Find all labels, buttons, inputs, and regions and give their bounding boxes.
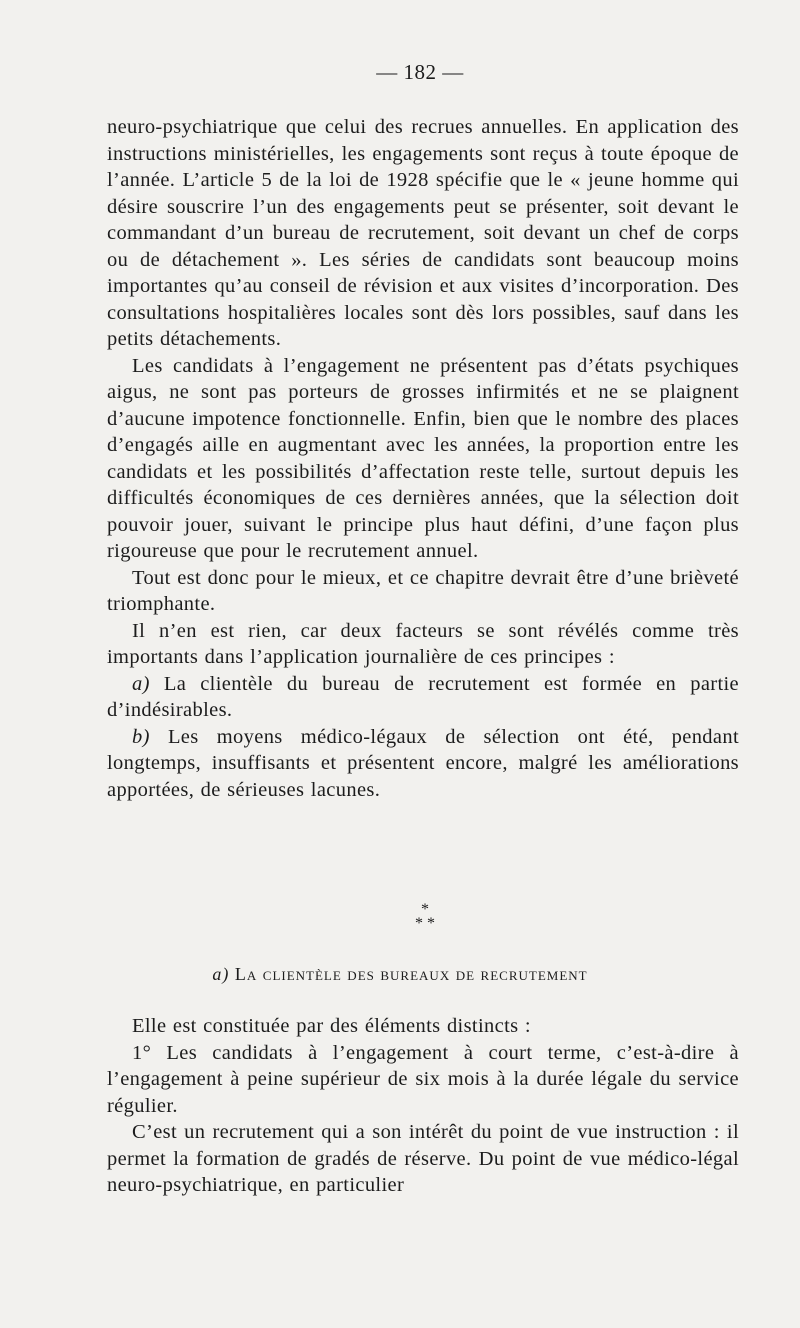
section-heading	[0, 964, 800, 985]
paragraph: Les candidats à l’engagement ne présentent pas d’états psychiques aigus, ne sont pas porteurs de grosses infirmités et ne se plaignent d’aucune impotence fonctionnelle. Enfin, bien que le nombre des places d’engagés aille en augmentant avec les années, la proportion entre les candidats et les possibilités d’affectation reste telle, surtout depuis les difficultés économiques de ces dernières années, que la sélection doit pouvoir jouer, suivant le principe plus haut défini, d’une façon plus rigoureuse que pour le recrutement annuel.	[107, 354, 739, 562]
paragraph: C’est un recrutement qui a son intérêt du point de vue instruction : il permet la formation de gradés de réserve. Du point de vue médico-légal neuro-psychiatrique, en particulier	[107, 1121, 739, 1196]
list-item-text: Les moyens médico-légaux de sélection ont été, pendant longtemps, insuffisants et présentent encore, malgré les améliorations apportées, de sérieuses lacunes.	[107, 725, 739, 801]
list-item	[107, 671, 739, 724]
page-number: — 182 —	[376, 60, 464, 84]
asterism-top: *	[421, 901, 429, 918]
list-marker: a)	[132, 672, 150, 695]
asterism-bottom: * *	[415, 915, 435, 932]
section-title: La clientèle des bureaux de recrutement	[234, 964, 588, 984]
paragraph: neuro-psychiatrique que celui des recrues annuelles. En application des instructions ministérielles, les engagements sont reçus à toute époque de l’année. L’article 5 de la loi de 1928 spécifie que le « jeune homme qui désire souscrire l’un des engagements peut se présenter, soit devant le commandant d’un bureau de recrutement, soit devant un chef de corps ou de détachement ». Les séries de candidats sont beaucoup moins importantes qu’au conseil de révision et aux visites d’incorporation. Des consultations hospitalières locales sont dès lors possibles, sauf dans les petits détachements.	[107, 116, 739, 350]
section-marker: a)	[212, 964, 230, 984]
paragraph: Elle est constituée par des éléments distincts :	[132, 1015, 531, 1037]
body-text-bottom	[107, 1013, 739, 1199]
asterism-separator	[0, 903, 800, 931]
paragraph: Tout est donc pour le mieux, et ce chapitre devrait être d’une brièveté triomphante.	[107, 566, 739, 615]
list-marker: b)	[132, 725, 150, 748]
paragraph: 1° Les candidats à l’engagement à court terme, c’est-à-dire à l’engagement à peine supérieur de six mois à la durée légale du service régulier.	[107, 1041, 739, 1117]
list-item	[107, 724, 739, 804]
body-text-top	[107, 114, 739, 803]
paragraph: Il n’en est rien, car deux facteurs se sont révélés comme très importants dans l’application journalière de ces principes :	[107, 619, 739, 668]
list-item-text: La clientèle du bureau de recrutement est formée en partie d’indésirables.	[107, 672, 739, 721]
